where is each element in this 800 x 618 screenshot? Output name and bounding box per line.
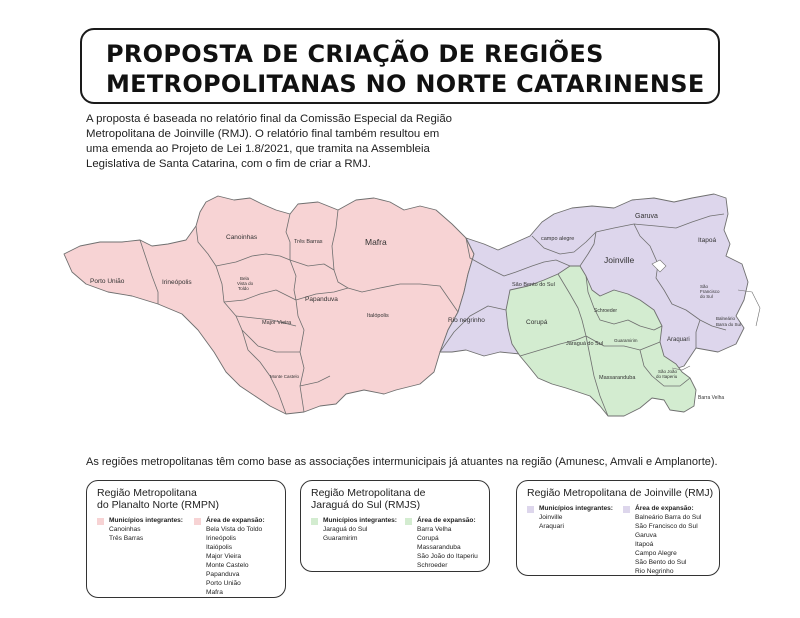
map-label-campo-alegre: campo alegre (541, 236, 575, 242)
legend-title-line: Jaraguá do Sul (RMJS) (311, 499, 421, 511)
map-label-bela-vista-1: Bela (240, 276, 250, 281)
map-region-rmpn (64, 196, 474, 414)
intro-line-4: Legislativa de Santa Catarina, com o fim de criar a RMJ. (86, 158, 371, 170)
intro-line-1: A proposta é baseada no relatório final da Comissão Especial da Região (86, 113, 452, 125)
legend-expansion-item: Irineópolis (206, 535, 237, 542)
legend-title-line: do Planalto Norte (RMPN) (97, 499, 219, 511)
region-map (0, 180, 800, 455)
legend-panel-title (311, 487, 425, 511)
legend-expansion-item: São Bento do Sul (635, 559, 687, 566)
legend-title-line: Região Metropolitana (97, 487, 197, 499)
map-label-araquari: Araquari (667, 337, 690, 343)
legend-members-column (323, 516, 401, 543)
legend-panel-rmjs (300, 480, 490, 572)
map-label-sao-joao-2: do Itaperiu (656, 374, 678, 379)
map-label-monte-castelo: Monte Castelo (270, 374, 300, 379)
map-label-corupa: Corupá (526, 319, 548, 326)
map-label-bela-vista-3: Toldo (238, 286, 249, 291)
map-label-sao-joao-1: São João (658, 369, 678, 374)
map-label-sao-francisco-2: Francisco (700, 289, 720, 294)
legend-swatch-rmj (527, 506, 534, 513)
legend-expansion-item: Garuva (635, 532, 657, 539)
legend-member-item: Canoinhas (109, 526, 141, 533)
legend-expansion-item: Massaranduba (417, 544, 461, 551)
legend-member-item: Três Barras (109, 535, 144, 542)
map-label-sao-francisco-3: do Sul (700, 294, 713, 299)
map-label-tres-barras: Três Barras (294, 239, 323, 245)
legend-member-item: Guaramirim (323, 535, 358, 542)
page-title-line-2: METROPOLITANAS NO NORTE CATARINENSE (106, 70, 705, 98)
legend-member-item: Joinville (539, 514, 563, 521)
page-title-line-1: PROPOSTA DE CRIAÇÃO DE REGIÕES (106, 40, 604, 68)
legend-swatch-rmpn (97, 518, 104, 525)
map-label-barra-velha: Barra Velha (698, 395, 725, 401)
intro-line-3: uma emenda ao Projeto de Lei 1.8/2021, que tramita na Assembleia (86, 143, 430, 155)
map-label-massaranduba: Massaranduba (599, 375, 636, 381)
legend-members-column (539, 504, 619, 531)
legend-swatch-rmjs-expansion (405, 518, 412, 525)
map-label-balneario-2: Barra do Sul (716, 322, 742, 327)
map-label-irineopolis: Irineópolis (162, 279, 192, 286)
map-label-papanduva: Papanduva (305, 296, 338, 303)
map-label-balneario-1: Balneário (716, 316, 736, 321)
legend-members-header: Municípios integrantes: (323, 517, 398, 524)
map-label-joinville: Joinville (604, 255, 635, 265)
legend-expansion-item: São Francisco do Sul (635, 523, 698, 530)
legend-members-header: Municípios integrantes: (109, 517, 184, 524)
map-label-major-vieira: Major Vieira (262, 320, 292, 326)
legend-expansion-item: Itapoá (635, 541, 654, 548)
legend-title-line: Região Metropolitana de (311, 487, 426, 499)
map-label-rio-negrinho: Rio negrinho (448, 317, 485, 324)
legend-swatch-rmpn-expansion (194, 518, 201, 525)
legend-expansion-item: Balneário Barra do Sul (635, 514, 702, 521)
map-label-guaramirim: Guaramirim (614, 338, 638, 343)
legend-member-item: Araquari (539, 523, 564, 530)
legend-expansion-item: Major Vieira (206, 553, 242, 560)
map-label-bela-vista-2: Vista do (237, 281, 254, 286)
legend-expansion-item: São João do Itaperiu (417, 553, 478, 560)
legend-expansion-header: Área de expansão: (417, 517, 476, 524)
map-label-sao-francisco-1: São (700, 284, 709, 289)
legend-expansion-header: Área de expansão: (206, 517, 265, 524)
legend-panel-rmj (516, 480, 720, 576)
legend-expansion-item: Bela Vista do Toldo (206, 526, 263, 533)
legend-swatch-rmjs (311, 518, 318, 525)
legend-expansion-item: Monte Castelo (206, 562, 249, 569)
legend-expansion-column (635, 504, 719, 576)
map-label-garuva: Garuva (635, 213, 658, 220)
legend-expansion-item: Campo Alegre (635, 550, 677, 557)
legend-expansion-header: Área de expansão: (635, 505, 694, 512)
legend-panel-rmpn (86, 480, 286, 598)
legend-panel-title (97, 487, 219, 511)
legend-expansion-item: Rio Negrinho (635, 568, 674, 575)
legend-expansion-item: Schroeder (417, 562, 448, 569)
map-label-mafra: Mafra (365, 237, 387, 247)
legend-title-line: Região Metropolitana de Joinville (RMJ) (527, 487, 714, 499)
legend-expansion-item: Barra Velha (417, 526, 452, 533)
legend-members-column (109, 516, 189, 543)
title-box (80, 28, 720, 104)
legend-panel-title (527, 487, 713, 499)
map-label-italopolis: Italópolis (367, 313, 389, 319)
map-label-itapoa: Itapoá (698, 237, 717, 244)
associations-note: As regiões metropolitanas têm como base as associações intermunicipais já atuantes na região (Amunesc, Amvali e Amplanorte). (86, 456, 718, 468)
legend-members-header: Municípios integrantes: (539, 505, 614, 512)
legend-expansion-item: Papanduva (206, 571, 240, 578)
legend-expansion-column (417, 516, 489, 570)
map-label-schroeder: Schroeder (594, 308, 618, 314)
legend-expansion-item: Porto União (206, 580, 241, 587)
map-label-porto-uniao: Porto União (90, 278, 125, 285)
legend-member-item: Jaraguá do Sul (323, 526, 368, 533)
legend-swatch-rmj-expansion (623, 506, 630, 513)
map-label-canoinhas: Canoinhas (226, 234, 258, 241)
intro-line-2: Metropolitana de Joinville (RMJ). O relatório final também resultou em (86, 128, 440, 140)
legend-expansion-item: Itaiópolis (206, 544, 233, 551)
legend-expansion-item: Mafra (206, 589, 223, 596)
legend-expansion-item: Corupá (417, 535, 439, 542)
intro-paragraph (86, 112, 506, 172)
map-label-jaragua: Jaraguá do Sul (566, 341, 603, 347)
map-label-sao-bento: São Bento do Sul (512, 282, 555, 288)
legend-expansion-column (206, 516, 284, 597)
